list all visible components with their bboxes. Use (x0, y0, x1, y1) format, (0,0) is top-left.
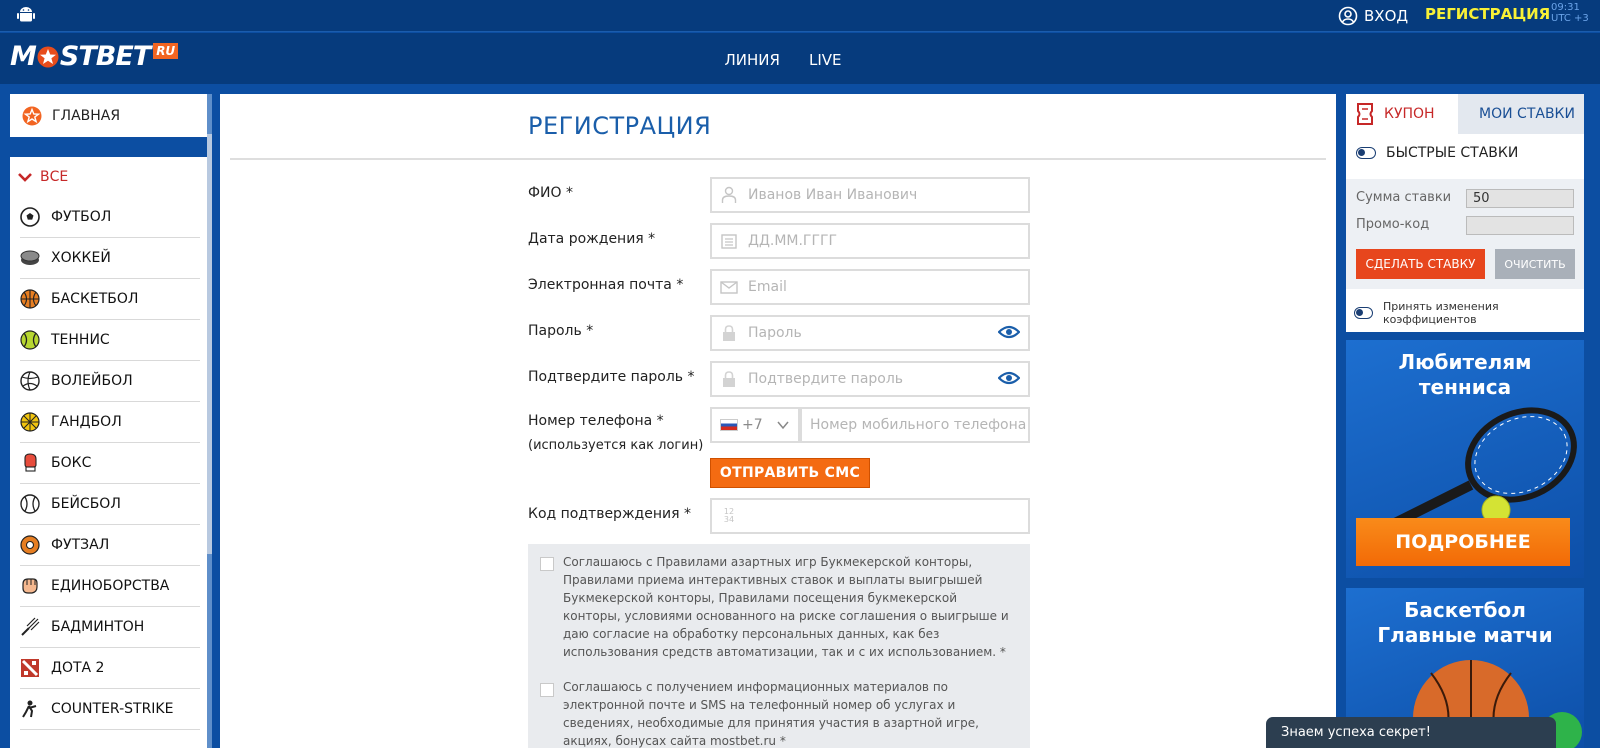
registration-panel (220, 94, 1336, 748)
header (0, 33, 1600, 84)
accept-odds-label: Принять изменения коэффициентов (1383, 300, 1499, 326)
confirm-password-input[interactable] (710, 361, 1030, 397)
divider (230, 158, 1326, 160)
sidebar-item-boxing[interactable] (20, 443, 200, 484)
tennis-banner-line1: Любителям (1398, 350, 1532, 374)
chat-widget[interactable] (1266, 717, 1556, 748)
baseball-icon (20, 494, 40, 514)
sidebar-item-label: БОКС (51, 455, 92, 471)
password-input[interactable] (710, 315, 1030, 351)
hockey-puck-icon (20, 248, 40, 268)
sidebar-scrollbar[interactable] (207, 94, 212, 748)
sidebar-item-label: ФУТЗАЛ (51, 537, 110, 553)
code-input[interactable] (710, 498, 1030, 534)
agree-rules-text: Соглашаюсь с Правилами азартных игр Букмекерской конторы, Правилами приема интерактивных ставок и выплаты выигрышей Букмекерской конторы, Правилами посещения букмекерской конторы, условиями основанного на риске соглашения о выигрыше и даю согласие на обработку персональных данных, как без использования средств автоматизации, так и с их использованием. * (563, 555, 1009, 659)
chat-text: Знаем успеха секрет! (1281, 725, 1431, 740)
toggle-switch[interactable] (1354, 307, 1373, 319)
clear-button[interactable]: ОЧИСТИТЬ (1495, 249, 1575, 279)
sidebar-home-label: ГЛАВНАЯ (52, 107, 121, 124)
stake-label: Сумма ставки (1356, 190, 1452, 205)
confirm-password-label: Подтвердите пароль * (528, 369, 695, 385)
basketball-icon (20, 289, 40, 309)
counter-strike-icon (20, 699, 40, 719)
sidebar-item-basketball[interactable] (20, 279, 200, 320)
sidebar-item-futsal[interactable] (20, 525, 200, 566)
person-icon (720, 186, 738, 204)
sidebar-item-label: БЕЙСБОЛ (51, 496, 121, 512)
eye-icon[interactable] (998, 324, 1020, 340)
agree-newsletter-checkbox[interactable] (540, 683, 554, 697)
dota2-icon (20, 658, 40, 678)
logo-text-left: M (10, 41, 36, 72)
sports-list (10, 157, 210, 748)
sports-sidebar (10, 94, 210, 748)
page-title: РЕГИСТРАЦИЯ (528, 112, 712, 140)
fast-bets-toggle[interactable] (1346, 134, 1584, 172)
register-link[interactable]: РЕГИСТРАЦИЯ (1425, 5, 1551, 23)
sidebar-item-all[interactable] (10, 157, 210, 197)
sidebar-item-handball[interactable] (20, 402, 200, 443)
sidebar-item-label: ФУТБОЛ (51, 209, 112, 225)
soccer-ball-icon (20, 207, 40, 227)
sidebar-item-label: COUNTER-STRIKE (51, 701, 174, 717)
eye-icon[interactable] (998, 370, 1020, 386)
sidebar-item-dota2[interactable] (20, 648, 200, 689)
numbers-icon (720, 507, 738, 525)
login-link[interactable] (1338, 4, 1408, 28)
basketball-banner-line2: Главные матчи (1377, 623, 1553, 647)
sidebar-scrollbar-thumb[interactable] (207, 134, 212, 554)
clock-time: 09:31 (1551, 2, 1580, 13)
phone-sublabel: (используется как логин) (528, 438, 704, 453)
country-code-select[interactable] (710, 407, 800, 443)
fist-icon (20, 576, 40, 596)
email-label: Электронная почта * (528, 277, 684, 293)
sidebar-item-label: ГАНДБОЛ (51, 414, 122, 430)
phone-label: Номер телефона * (528, 413, 664, 429)
basketball-banner-title (1346, 598, 1584, 648)
fio-input[interactable] (710, 177, 1030, 213)
fio-label: ФИО * (528, 185, 573, 201)
shuttlecock-icon (20, 617, 40, 637)
toggle-switch[interactable] (1356, 147, 1376, 159)
sidebar-item-baseball[interactable] (20, 484, 200, 525)
user-icon (1338, 6, 1358, 26)
code-label: Код подтверждения * (528, 506, 691, 522)
phone-input[interactable] (800, 407, 1030, 443)
password-placeholder: Пароль (748, 325, 802, 341)
confirm-password-placeholder: Подтвердите пароль (748, 371, 904, 387)
envelope-icon (720, 278, 738, 296)
sidebar-item-label: ВОЛЕЙБОЛ (51, 373, 133, 389)
fast-bets-label: БЫСТРЫЕ СТАВКИ (1386, 145, 1519, 161)
country-code-value: +7 (742, 417, 763, 433)
tennis-banner-line2: тенниса (1418, 375, 1512, 399)
nav-live[interactable]: LIVE (809, 51, 842, 69)
clock (1551, 2, 1589, 24)
sidebar-item-martial-arts[interactable] (20, 566, 200, 607)
email-input[interactable] (710, 269, 1030, 305)
coupon-panel (1346, 94, 1584, 332)
send-sms-button[interactable]: ОТПРАВИТЬ СМС (710, 458, 870, 488)
phone-placeholder: Номер мобильного телефона (810, 417, 1027, 433)
dob-placeholder: ДД.ММ.ГГГГ (748, 233, 838, 249)
promo-input[interactable] (1466, 216, 1574, 235)
lock-icon (720, 324, 738, 342)
password-label: Пароль * (528, 323, 594, 339)
agree-rules-checkbox[interactable] (540, 557, 554, 571)
tab-coupon-label: КУПОН (1384, 106, 1435, 122)
logo-text-right: STBET (59, 41, 151, 72)
stake-input[interactable]: 50 (1466, 189, 1574, 208)
calendar-icon (720, 232, 738, 250)
sidebar-item-label: ЕДИНОБОРСТВА (51, 578, 170, 594)
place-bet-button[interactable]: СДЕЛАТЬ СТАВКУ (1356, 249, 1485, 279)
login-label: ВХОД (1364, 7, 1409, 25)
sidebar-item-home[interactable] (10, 94, 210, 137)
android-icon[interactable] (16, 5, 36, 25)
tennis-ball-icon (20, 330, 40, 350)
star-circle-icon (22, 106, 42, 126)
sidebar-item-label: ДОТА 2 (51, 660, 105, 676)
numbers-icon-top: 12 (723, 507, 735, 516)
basketball-banner-line1: Баскетбол (1404, 598, 1526, 622)
tab-my-bets[interactable]: МОИ СТАВКИ (1458, 94, 1584, 134)
top-bar (0, 0, 1600, 32)
coupon-tabs (1346, 94, 1584, 134)
agree-newsletter-text: Соглашаюсь с получением информационных материалов по электронной почте и SMS на телефонный номер об услугах и сведениях, необходимые для принятия участия в азартной игре, акциях, бонусах сайта mostbet.ru * (563, 680, 979, 748)
chevron-down-icon (18, 172, 32, 182)
sidebar-item-counter-strike[interactable] (20, 689, 200, 730)
email-placeholder: Email (748, 279, 787, 295)
dob-input[interactable] (710, 223, 1030, 259)
lock-icon (720, 370, 738, 388)
clock-timezone: UTC +3 (1551, 13, 1589, 24)
nav-line[interactable]: ЛИНИЯ (724, 51, 780, 69)
tab-coupon[interactable] (1346, 94, 1458, 134)
russia-flag-icon (720, 419, 738, 431)
tennis-banner[interactable] (1346, 340, 1584, 578)
accept-odds-toggle[interactable] (1346, 299, 1584, 327)
ticket-icon (1356, 103, 1374, 125)
sidebar-all-label: ВСЕ (40, 169, 69, 185)
fio-placeholder: Иванов Иван Иванович (748, 187, 918, 203)
futsal-ball-icon (20, 535, 40, 555)
volleyball-icon (20, 371, 40, 391)
sidebar-item-hockey[interactable] (20, 238, 200, 279)
numbers-icon-bottom: 34 (723, 515, 735, 524)
promo-label: Промо-код (1356, 217, 1430, 232)
agreement-box (528, 544, 1030, 748)
tennis-banner-title (1346, 350, 1584, 400)
sidebar-item-label: БАДМИНТОН (51, 619, 145, 635)
sidebar-item-badminton[interactable] (20, 607, 200, 648)
sidebar-item-label: БАСКЕТБОЛ (51, 291, 139, 307)
chevron-down-icon (776, 418, 790, 432)
page-scrollbar[interactable] (1590, 84, 1600, 748)
sidebar-item-football[interactable] (20, 197, 200, 238)
boxing-glove-icon (20, 453, 40, 473)
sidebar-item-tennis[interactable] (20, 320, 200, 361)
dob-label: Дата рождения * (528, 231, 656, 247)
handball-icon (20, 412, 40, 432)
sidebar-item-label: ХОККЕЙ (51, 250, 111, 266)
more-button[interactable]: ПОДРОБНЕЕ (1356, 518, 1570, 566)
sidebar-item-volleyball[interactable] (20, 361, 200, 402)
bet-form (1346, 179, 1584, 289)
main-nav (0, 50, 1600, 69)
logo-ru-badge: RU (153, 43, 178, 59)
sidebar-item-label: ТЕННИС (51, 332, 110, 348)
